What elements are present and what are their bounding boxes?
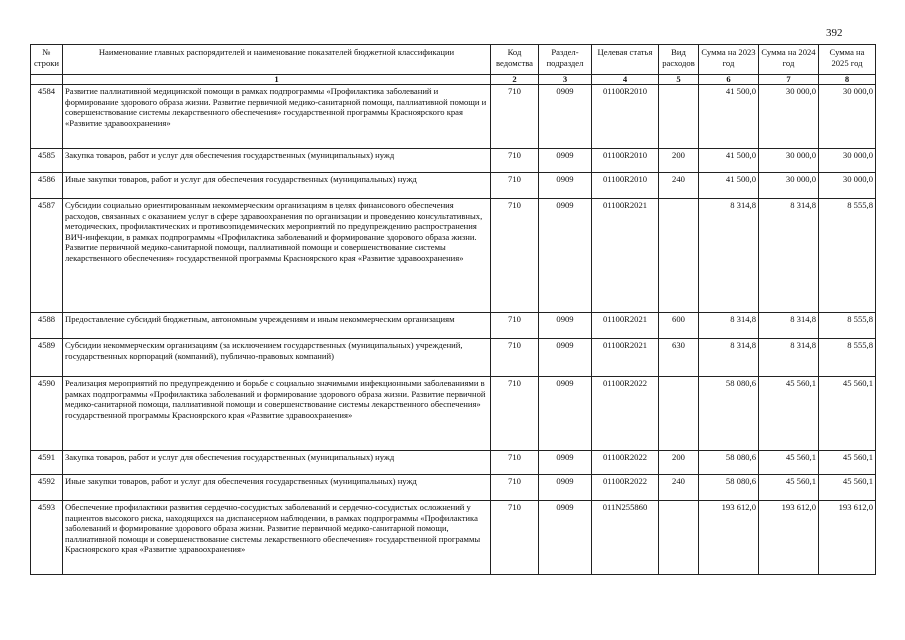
row-sum-2025: 193 612,0 [819,501,876,575]
header-row-number: № строки [31,45,63,75]
row-dept-code: 710 [491,149,539,173]
row-sum-2023: 41 500,0 [699,149,759,173]
row-expense-type: 600 [659,313,699,339]
row-sum-2025: 45 560,1 [819,377,876,451]
row-description: Субсидии некоммерческим организациям (за исключением государственных (муниципальных) учреждений, государственных корпораций (компаний), публично-правовых компаний) [63,339,491,377]
table-row [31,501,876,575]
column-number: 4 [592,75,659,85]
row-target-article: 01100R2022 [592,451,659,475]
row-sum-2025: 45 560,1 [819,475,876,501]
row-sum-2025: 8 555,8 [819,339,876,377]
row-sum-2023: 8 314,8 [699,339,759,377]
column-number [31,75,63,85]
table-row [31,85,876,149]
row-sum-2025: 30 000,0 [819,85,876,149]
column-number: 5 [659,75,699,85]
budget-table [30,44,876,575]
table-row [31,339,876,377]
row-number: 4586 [31,173,63,199]
table-row [31,173,876,199]
header-sum-2023: Сумма на 2023 год [699,45,759,75]
row-sum-2024: 8 314,8 [759,339,819,377]
row-sum-2025: 8 555,8 [819,313,876,339]
row-section: 0909 [539,173,592,199]
header-section: Раздел-подраздел [539,45,592,75]
row-number: 4584 [31,85,63,149]
row-dept-code: 710 [491,475,539,501]
row-sum-2023: 58 080,6 [699,475,759,501]
header-sum-2025: Сумма на 2025 год [819,45,876,75]
row-sum-2024: 30 000,0 [759,149,819,173]
row-sum-2025: 30 000,0 [819,149,876,173]
row-sum-2024: 30 000,0 [759,173,819,199]
header-dept-code: Код ведомства [491,45,539,75]
column-number: 7 [759,75,819,85]
row-sum-2023: 41 500,0 [699,85,759,149]
table-row [31,149,876,173]
column-number-row [31,75,876,85]
header-expense-type: Вид расходов [659,45,699,75]
row-expense-type: 240 [659,475,699,501]
table-row [31,451,876,475]
row-expense-type: 200 [659,451,699,475]
column-number: 3 [539,75,592,85]
row-section: 0909 [539,501,592,575]
row-expense-type: 200 [659,149,699,173]
row-section: 0909 [539,475,592,501]
column-number: 6 [699,75,759,85]
row-dept-code: 710 [491,339,539,377]
row-description: Предоставление субсидий бюджетным, автономным учреждениям и иным некоммерческим организациям [63,313,491,339]
column-number: 8 [819,75,876,85]
row-target-article: 01100R2010 [592,173,659,199]
row-sum-2023: 8 314,8 [699,313,759,339]
row-sum-2023: 58 080,6 [699,451,759,475]
row-expense-type [659,377,699,451]
table-row [31,199,876,313]
row-section: 0909 [539,377,592,451]
table-row [31,475,876,501]
row-description: Закупка товаров, работ и услуг для обеспечения государственных (муниципальных) нужд [63,149,491,173]
row-dept-code: 710 [491,173,539,199]
table-row [31,313,876,339]
row-section: 0909 [539,339,592,377]
row-sum-2023: 193 612,0 [699,501,759,575]
row-section: 0909 [539,451,592,475]
row-dept-code: 710 [491,313,539,339]
row-description: Закупка товаров, работ и услуг для обеспечения государственных (муниципальных) нужд [63,451,491,475]
row-number: 4590 [31,377,63,451]
row-dept-code: 710 [491,199,539,313]
row-number: 4592 [31,475,63,501]
row-sum-2025: 30 000,0 [819,173,876,199]
row-target-article: 01100R2021 [592,313,659,339]
row-description: Обеспечение профилактики развития сердечно-сосудистых заболеваний и сердечно-сосудистых осложнений у пациентов высокого риска, находящихся на диспансерном наблюдении, в рамках подпрограммы «Профилактика заболеваний и формирование здорового образа жизни. Развитие первичной медико-санитарной помощи, паллиативной помощи и совершенствование системы лекарственного обеспечения» государственной программы Красноярского края «Развитие здравоохранения» [63,501,491,575]
row-sum-2024: 8 314,8 [759,313,819,339]
row-sum-2024: 45 560,1 [759,475,819,501]
row-description: Субсидии социально ориентированным некоммерческим организациям в целях финансового обеспечения расходов, связанных с оказанием услуг в сфере здравоохранения по организации и проведению консультативных, методических, профилактических и противоэпидемических мероприятий по предупреждению распространения ВИЧ-инфекции, в рамках подпрограммы «Профилактика заболеваний и формирование здорового образа жизни. Развитие первичной медико-санитарной помощи, паллиативной помощи и совершенствование системы лекарственного обеспечения» государственной программы Красноярского края «Развитие здравоохранения» [63,199,491,313]
row-section: 0909 [539,85,592,149]
row-number: 4588 [31,313,63,339]
row-expense-type [659,199,699,313]
row-number: 4589 [31,339,63,377]
header-row [31,45,876,75]
row-section: 0909 [539,199,592,313]
row-number: 4593 [31,501,63,575]
row-target-article: 011N255860 [592,501,659,575]
row-dept-code: 710 [491,451,539,475]
row-sum-2024: 45 560,1 [759,451,819,475]
row-sum-2024: 8 314,8 [759,199,819,313]
row-expense-type: 240 [659,173,699,199]
row-sum-2023: 58 080,6 [699,377,759,451]
row-sum-2024: 45 560,1 [759,377,819,451]
row-target-article: 01100R2022 [592,377,659,451]
row-expense-type [659,85,699,149]
column-number: 1 [63,75,491,85]
row-description: Развитие паллиативной медицинской помощи в рамках подпрограммы «Профилактика заболеваний и формирование здорового образа жизни. Развитие первичной медико-санитарной помощи, паллиативной помощи и совершенствование системы лекарственного обеспечения» государственной программы Красноярского края «Развитие здравоохранения» [63,85,491,149]
page-number: 392 [826,27,843,39]
row-dept-code: 710 [491,377,539,451]
row-description: Реализация мероприятий по предупреждению и борьбе с социально значимыми инфекционными заболеваниями в рамках подпрограммы «Профилактика заболеваний и формирование здорового образа жизни. Развитие первичной медико-санитарной помощи, паллиативной помощи и совершенствование системы лекарственного обеспечения» государственной программы Красноярского края «Развитие здравоохранения» [63,377,491,451]
row-sum-2024: 193 612,0 [759,501,819,575]
row-expense-type: 630 [659,339,699,377]
column-number: 2 [491,75,539,85]
row-sum-2025: 45 560,1 [819,451,876,475]
header-sum-2024: Сумма на 2024 год [759,45,819,75]
row-target-article: 01100R2021 [592,199,659,313]
row-target-article: 01100R2021 [592,339,659,377]
row-number: 4587 [31,199,63,313]
row-dept-code: 710 [491,501,539,575]
row-description: Иные закупки товаров, работ и услуг для обеспечения государственных (муниципальных) нужд [63,475,491,501]
header-name: Наименование главных распорядителей и наименование показателей бюджетной классификации [63,45,491,75]
row-sum-2025: 8 555,8 [819,199,876,313]
row-expense-type [659,501,699,575]
table-row [31,377,876,451]
row-number: 4591 [31,451,63,475]
row-sum-2023: 8 314,8 [699,199,759,313]
row-section: 0909 [539,149,592,173]
row-sum-2024: 30 000,0 [759,85,819,149]
row-number: 4585 [31,149,63,173]
row-sum-2023: 41 500,0 [699,173,759,199]
row-description: Иные закупки товаров, работ и услуг для обеспечения государственных (муниципальных) нужд [63,173,491,199]
row-target-article: 01100R2022 [592,475,659,501]
row-target-article: 01100R2010 [592,149,659,173]
row-section: 0909 [539,313,592,339]
row-target-article: 01100R2010 [592,85,659,149]
header-target-article: Целевая статья [592,45,659,75]
row-dept-code: 710 [491,85,539,149]
